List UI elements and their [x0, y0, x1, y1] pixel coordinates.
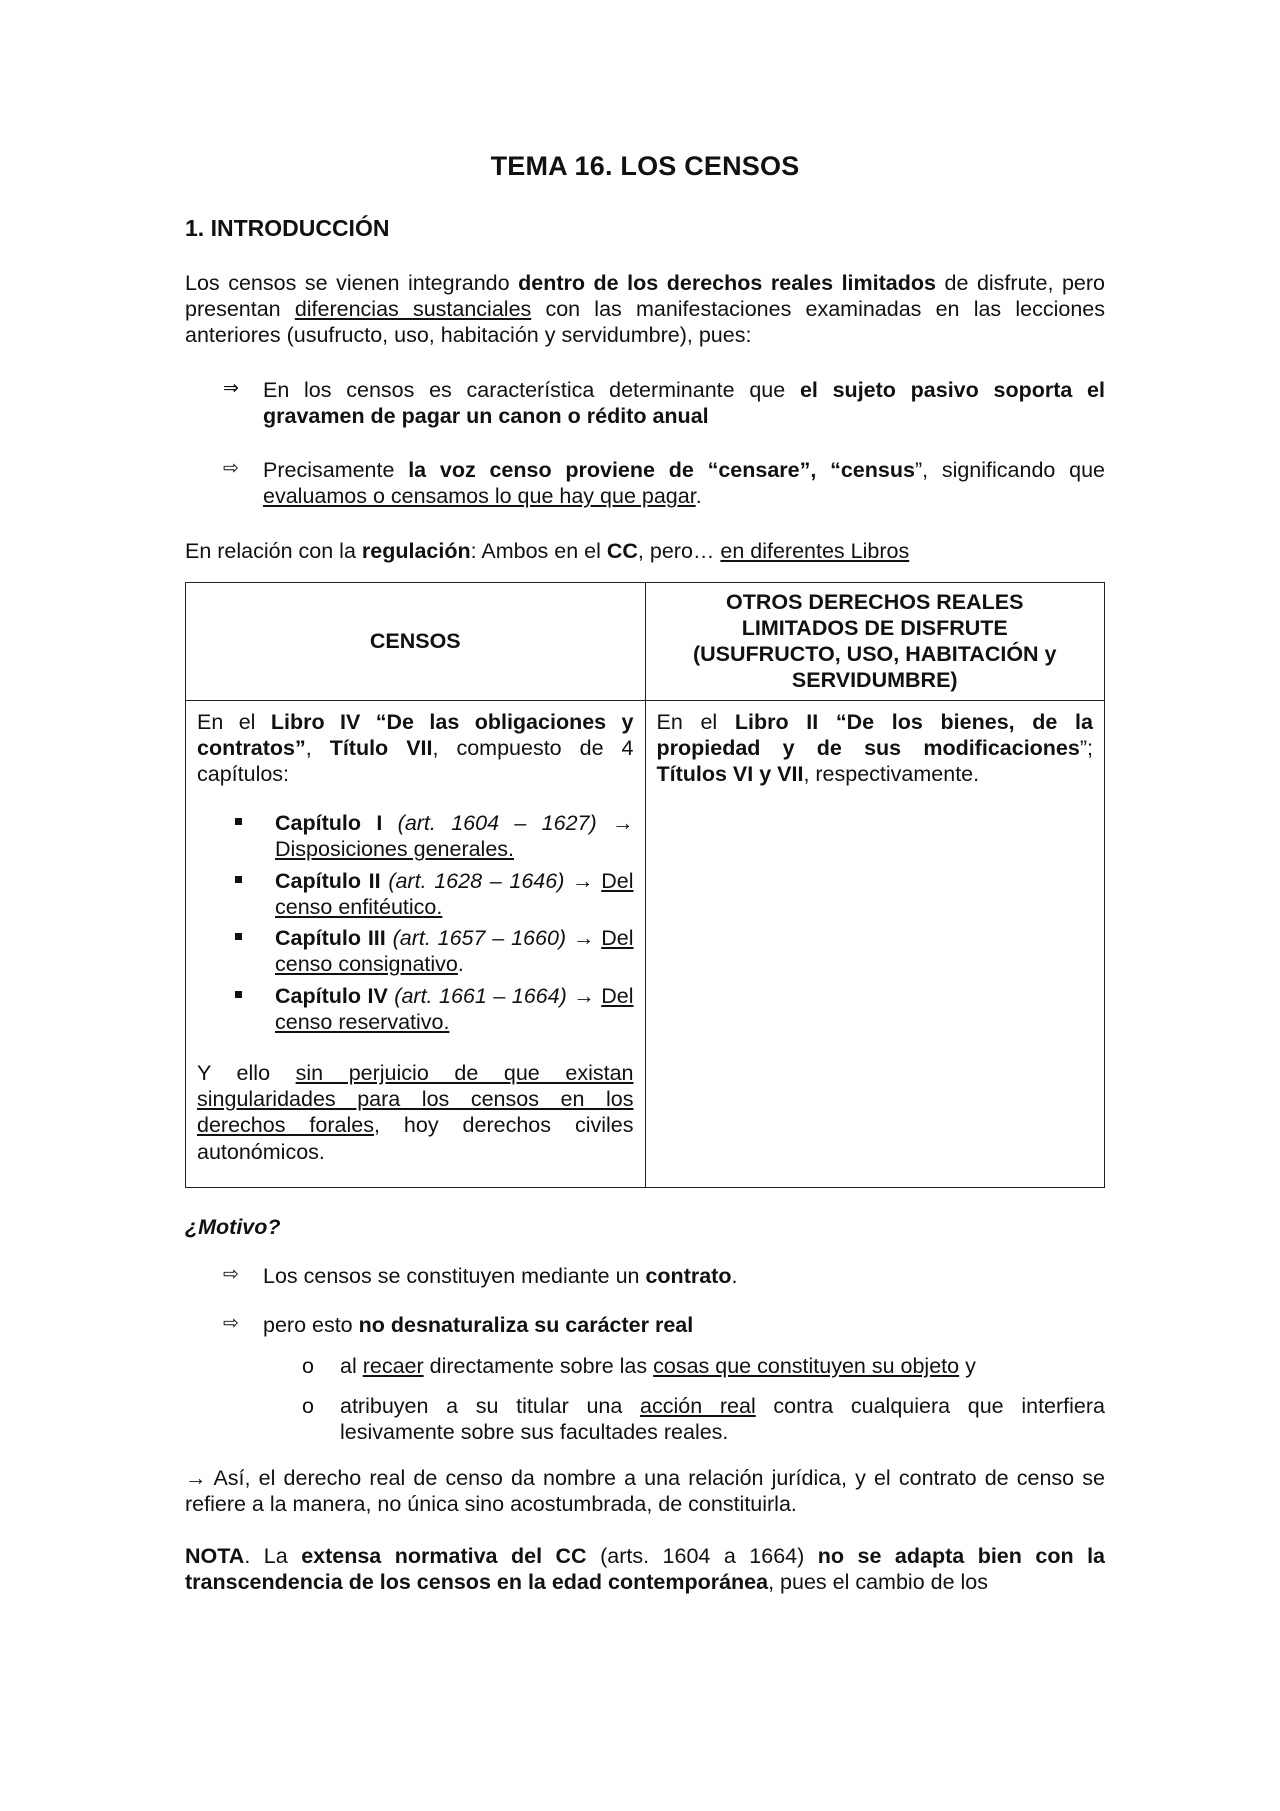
page-title: TEMA 16. LOS CENSOS — [490, 151, 800, 181]
outline-arrow-icon: ⇨ — [223, 1264, 239, 1286]
chapter-description: Del censo enfitéutico. — [275, 868, 634, 919]
text-run: , hoy derechos civiles autonómicos. — [197, 1113, 634, 1164]
arrow-right-icon: → — [612, 811, 634, 836]
outline-arrow-icon: ⇨ — [223, 1313, 239, 1335]
outline-arrow-icon: ⇨ — [223, 458, 239, 480]
text-run: atribuyen a su titular una — [340, 1393, 641, 1418]
table-row — [186, 700, 1105, 1187]
text-run: con las manifestaciones examinadas en las lecciones anteriores (usufructo, uso, habitación y servidumbre), pues: — [185, 297, 1105, 348]
text-run-underlined: diferencias sustanciales — [294, 297, 532, 322]
nota-paragraph — [185, 1543, 1105, 1595]
text-run-bold: no desnaturaliza su carácter real — [358, 1313, 694, 1338]
censos-intro — [197, 709, 634, 788]
chapter-name: Capítulo IV — [275, 983, 388, 1008]
intro-paragraph — [185, 270, 1105, 349]
list-item — [197, 983, 634, 1035]
arrow-right-icon: → — [573, 983, 595, 1008]
table-cell-censos — [186, 700, 646, 1187]
text-run: directamente sobre las — [423, 1353, 654, 1378]
chapter-name: Capítulo II — [275, 868, 381, 893]
list-item — [197, 868, 634, 920]
text-run: y — [959, 1353, 976, 1378]
chapter-articles: (art. 1657 – 1660) — [392, 926, 567, 951]
text-run: al — [340, 1353, 363, 1378]
chapter-list — [197, 810, 634, 1035]
chapter-description: Del censo consignativo — [275, 926, 634, 977]
text-run: de disfrute, pero presentan — [185, 270, 1105, 322]
text-run: Los censos se constituyen mediante un — [263, 1264, 646, 1289]
sub-bullet-item — [185, 1353, 1105, 1379]
text-run: . — [731, 1264, 738, 1289]
text-run: Y ello — [197, 1061, 296, 1086]
arrow-right-icon: → — [572, 926, 595, 951]
text-run: En el — [656, 709, 735, 734]
chapter-articles: (art. 1661 – 1664) — [394, 983, 567, 1008]
square-bullet-icon — [235, 991, 242, 998]
sub-bullet-item — [185, 1393, 1105, 1445]
text-run-bold: dentro de los derechos reales limitados — [518, 270, 936, 295]
text-run: En el — [197, 709, 271, 734]
text-run-underlined: sin perjuicio de que existan singularidades para los censos en los derechos forales — [197, 1061, 634, 1138]
text-run: En los censos es característica determinante que — [263, 377, 800, 402]
text-run: ”; — [1079, 735, 1093, 760]
text-run: Los censos se vienen integrando — [185, 270, 519, 295]
text-run: Así, el derecho real de censo da nombre a una relación jurídica, y el contrato de censo se refiere a la manera, no única sino acostumbrada, de constituirla. — [185, 1466, 1105, 1517]
text-run: , — [305, 735, 330, 760]
text-run: . — [695, 484, 702, 509]
regulacion-paragraph — [185, 538, 1105, 564]
double-arrow-icon: ⇒ — [223, 377, 239, 399]
text-run-underlined: recaer — [362, 1353, 424, 1378]
text-run: , respectivamente. — [803, 762, 980, 787]
table-cell-otros-derechos — [645, 700, 1105, 1187]
text-run-underlined: cosas que constituyen su objeto — [653, 1353, 960, 1378]
table-header-row — [186, 582, 1105, 700]
text-run-bold: el sujeto pasivo soporta el gravamen de pagar un canon o rédito anual — [263, 377, 1105, 428]
text-run: pero esto — [263, 1313, 359, 1338]
text-run-bold: Libro II “De los bienes, de la propiedad y de sus modificaciones — [656, 709, 1093, 760]
text-run: , compuesto de 4 capítulos: — [197, 735, 634, 787]
text-run-bold: no se adapta bien con la transcendencia de los censos en la edad contemporánea — [185, 1543, 1106, 1594]
text-run-underlined: evaluamos o censamos lo que hay que pagar — [263, 484, 696, 509]
document-content — [185, 150, 1105, 1595]
arrow-bullet-item — [185, 457, 1105, 509]
chapter-articles: (art. 1604 – 1627) — [397, 811, 597, 836]
text-run-bold: regulación — [361, 538, 471, 563]
text-run: : Ambos en el — [470, 538, 607, 563]
arrow-bullet-item — [185, 377, 1105, 429]
chapter-description: Disposiciones generales. — [275, 837, 515, 862]
square-bullet-icon — [235, 818, 242, 825]
text-run: , pues el cambio de los — [768, 1569, 988, 1594]
text-run: (arts. 1604 a 1664) — [586, 1543, 818, 1568]
otros-derechos-text — [657, 709, 1094, 788]
censos-outro — [197, 1060, 634, 1165]
text-run-bold: la voz censo proviene de “censare”, “census — [408, 458, 915, 483]
text-run-underlined: en diferentes Libros — [720, 538, 910, 563]
text-run: . — [457, 952, 464, 977]
section-heading-introduccion: 1. INTRODUCCIÓN — [185, 214, 390, 241]
text-run-bold: NOTA — [185, 1543, 245, 1568]
list-item — [197, 925, 634, 977]
text-run-bold: Título VII — [329, 735, 433, 760]
chapter-name: Capítulo III — [275, 926, 386, 951]
text-run: , pero… — [637, 538, 721, 563]
arrow-right-icon: → — [185, 1466, 207, 1491]
circle-bullet-icon: o — [302, 1393, 314, 1418]
text-run: contra cualquiera que interfiera lesivamente sobre sus facultades reales. — [340, 1393, 1105, 1444]
chapter-name: Capítulo I — [275, 811, 383, 836]
table-header-otros-derechos: OTROS DERECHOS REALES LIMITADOS DE DISFRUTE (USUFRUCTO, USO, HABITACIÓN y SERVIDUMBRE) — [645, 582, 1105, 700]
motivo-question: ¿Motivo? — [185, 1214, 281, 1239]
comparison-table — [185, 582, 1105, 1188]
text-run-underlined: acción real — [640, 1393, 756, 1418]
text-run-bold: contrato — [645, 1264, 732, 1289]
list-item — [197, 810, 634, 862]
circle-bullet-icon: o — [302, 1353, 314, 1378]
text-run: Precisamente — [263, 458, 409, 483]
arrow-bullet-item — [185, 1312, 1105, 1338]
square-bullet-icon — [235, 876, 242, 883]
text-run: En relación con la — [185, 538, 362, 563]
table-header-censos: CENSOS — [186, 582, 646, 700]
square-bullet-icon — [235, 933, 242, 940]
conclusion-paragraph — [185, 1465, 1105, 1517]
text-run-bold: CC — [606, 538, 638, 563]
chapter-articles: (art. 1628 – 1646) — [388, 868, 565, 893]
text-run: . La — [244, 1543, 302, 1568]
text-run-bold: extensa normativa del CC — [301, 1543, 587, 1568]
text-run: ”, significando que — [914, 458, 1105, 483]
text-run-bold: Títulos VI y VII — [656, 762, 804, 787]
chapter-description: Del censo reservativo. — [275, 983, 634, 1034]
text-run-bold: Libro IV “De las obligaciones y contratos” — [197, 709, 634, 760]
arrow-bullet-item — [185, 1263, 1105, 1289]
arrow-right-icon: → — [572, 868, 594, 893]
